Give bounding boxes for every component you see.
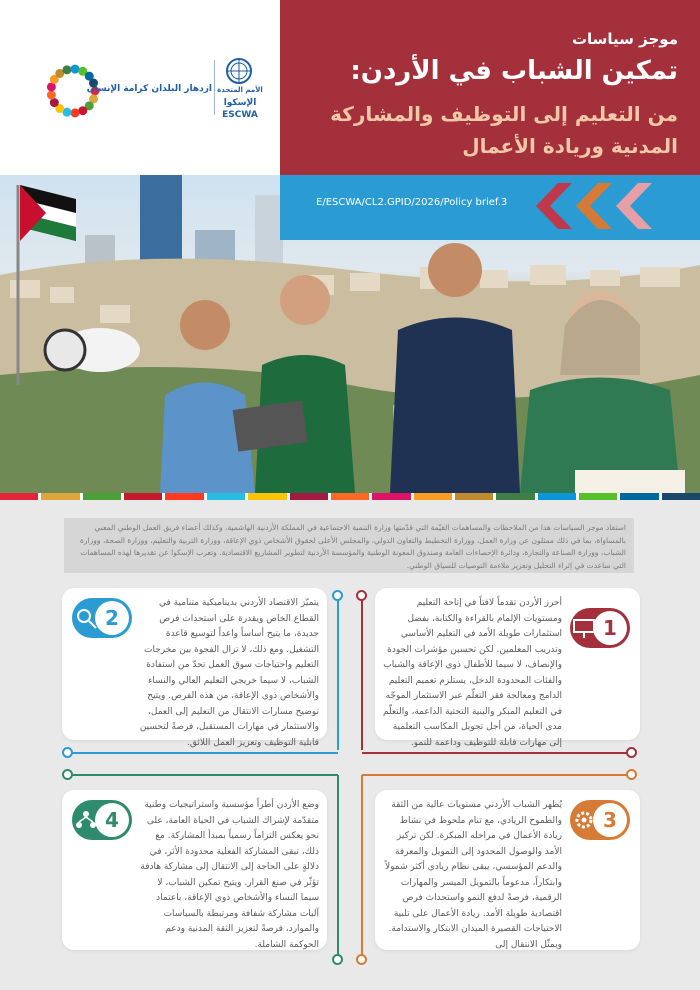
card-badge xyxy=(570,800,630,840)
sdg-color-segment xyxy=(662,493,700,500)
presentation-board-icon xyxy=(572,616,596,640)
card-number: 2 xyxy=(95,601,129,635)
card-text: يتميّز الاقتصاد الأردني بديناميكية متنامية في القطاع الخاص ويقدرة على استحداث فرص جديدة، ما يتيح أساساً واعداً لتوسيع قاعدة التشغيل. ومع ذلك، لا تزال الفجوة بين مخرجات التعليم واحتياجات سوق العمل تحدّ من استفادة الشباب، لا سيما خريجي التعليم العالي والنساء والأشخاص ذوي الإعاقة، من هذه الفرص. ويتيح توضيح مسارات الانتقال من التعليم إلى العمل، والاستثمار في مهارات المستقبل، فرصةً لتحسين قابلية التوظيف وتعزيز العمل اللائق. xyxy=(139,598,319,748)
un-label: الأمم المتحدة xyxy=(217,86,263,94)
sdg-color-segment xyxy=(455,493,493,500)
sdg-color-segment xyxy=(124,493,162,500)
community-network-icon xyxy=(74,808,98,832)
sdg-color-segment xyxy=(579,493,617,500)
intro-text: استفاد موجز السياسات هذا من الملاحظات والمساهمات القيّمة التي قدّمتها وزارة التنمية الاجتماعية في المملكة الأردنية الهاشمية، وكذلك أعضاء فريق العمل الوطني المعني بالمساواة، بما في ذلك ممثلون عن وزارة العمل، ووزارة التخطيط والتعاون الدولي، والمجلس الأعلى لحقوق الأشخاص ذوي الإعاقة، ووزارة التربية والتعليم، ووزارة الصحة، ووزارة الشباب، ووزارة الصناعة والتجارة، ودائرة الإحصاءات العامة وصندوق المعونة الوطنية والمؤسسة الأردنية لتطوير المشاريع الاقتصادية. وتعرب الإسكوا عن تقديرها لهذه المساهمات التي ساعدت في إثراء التحليل وتعزيز ملاءمة التوصيات للسياق الوطني. xyxy=(79,523,626,570)
escwa-arabic-label: الإسكوا xyxy=(223,98,257,108)
subtitle xyxy=(278,98,678,162)
sdg-wheel-segment xyxy=(62,65,71,74)
sdg-color-segment xyxy=(248,493,286,500)
card-badge xyxy=(72,598,132,638)
sdg-color-segment xyxy=(414,493,452,500)
sdg-color-segment xyxy=(372,493,410,500)
key-message-card-4 xyxy=(62,790,327,950)
logo-area xyxy=(0,0,280,175)
escwa-english-label: ESCWA xyxy=(222,110,258,120)
document-symbol: E/ESCWA/CL2.GPID/2026/Policy brief.3 xyxy=(316,197,508,208)
sdg-color-segment xyxy=(496,493,534,500)
sdg-color-segment xyxy=(290,493,328,500)
key-message-card-3 xyxy=(375,790,640,950)
main-title: تمكين الشباب في الأردن: xyxy=(350,56,678,86)
subtitle-line-2: المدنية وريادة الأعمال xyxy=(462,134,678,158)
connector-dot xyxy=(626,747,637,758)
card-text: وضع الأردن أطراً مؤسسية واستراتيجيات وطنية متقدّمة لإشراك الشباب في الحياة العامة، على نحو يعكس التزاماً رسمياً بمبدأ المشاركة. مع ذلك، تبقى المشاركة الفعلية محدودة الأثر، في دلالةٍ على الحاجة إلى الانتقال إلى مشاركة هادفة تؤثّر في صنع القرار. ويتيح تمكين الشباب، لا سيما النساء والأشخاص ذوي الإعاقة، باعتماد آليات مشاركة شفافة ومرتبطة بالسياسات والموارد، فرصةً لتعزيز الثقة المدنية ودعم الحوكمة الشاملة. xyxy=(140,800,319,950)
chevron-left-icon xyxy=(536,183,576,229)
sdg-color-segment xyxy=(207,493,245,500)
connector-dot xyxy=(62,769,73,780)
card-badge xyxy=(570,608,630,648)
sdg-color-segment xyxy=(41,493,79,500)
connector-dot xyxy=(356,590,367,601)
card-text: أحرز الأردن تقدماً لافتاً في إتاحة التعليم ومستويات الإلمام بالقراءة والكتابة، بفضل استثمارات طويلة الأمد في التعليم الأساسي وتدريب المعلمين. لكن تحسين مؤشرات الجودة والإنصاف، لا سيما للأطفال ذوي الإعاقة والشباب والفئات المحدودة الدخل، يستلزم تعميم التعليم الدامج ومعالجة فقر التعلّم عبر الاستثمار الموجّه في التعليم المبكر والبنية التحتية الداعمة، والتعلّم مدى الحياة، من أجل تحويل المكاسب التعلمية إلى مهارات قابلة للتوظيف وداعمة للنمو. xyxy=(382,598,562,748)
card-badge xyxy=(72,800,132,840)
subtitle-line-1: من التعليم إلى التوظيف والمشاركة xyxy=(330,102,678,126)
sdg-color-segment xyxy=(0,493,38,500)
sdg-wheel-segment xyxy=(78,106,87,115)
connector-dot xyxy=(356,954,367,965)
title-block xyxy=(280,0,700,175)
logo-divider xyxy=(214,60,215,115)
sdg-wheel-segment xyxy=(71,65,80,74)
key-message-card-1 xyxy=(375,588,640,748)
chevron-left-icon xyxy=(616,183,656,229)
card-number: 4 xyxy=(95,803,129,837)
job-search-icon xyxy=(74,606,98,630)
sdg-color-segment xyxy=(83,493,121,500)
connector-dot xyxy=(62,747,73,758)
sdg-color-segment xyxy=(538,493,576,500)
sdg-color-strip xyxy=(0,493,700,500)
sdg-tagline: ازدهار البلدان كرامة الإنسان xyxy=(86,84,212,94)
card-number: 1 xyxy=(593,611,627,645)
key-message-card-2 xyxy=(62,588,327,748)
chevron-left-icon xyxy=(576,183,616,229)
intro-acknowledgement xyxy=(64,518,634,573)
card-number: 3 xyxy=(593,803,627,837)
sdg-color-segment xyxy=(620,493,658,500)
innovation-gears-icon xyxy=(572,808,596,832)
sdg-color-segment xyxy=(331,493,369,500)
sdg-wheel-segment xyxy=(47,91,56,100)
connector-dot xyxy=(332,954,343,965)
connector-dot xyxy=(332,590,343,601)
sdg-color-segment xyxy=(165,493,203,500)
card-text: يُظهر الشباب الأردني مستويات عالية من الثقة والطموح الريادي، مع تنام ملحوظ في نشاط ريادة الأعمال في مراحله المبكرة. لكن تركيز الأمد والوصول المحدود إلى التمويل والمعرفة والدعم المؤسسي، يبقى نظام ريادي أكثر شمولاً وابتكاراً، مدعوماً بالتمويل الميسر والمهارات الرقمية، فرصةً لدفع النمو واستحداث فرص اقتصادية طويلة الأمد. ريادة الأعمال على تلبية الاحتياجات القصيرة الميدان الابتكار والاستدامة. ويمثّل الانتقال إلى xyxy=(384,800,562,950)
connector-dot xyxy=(626,769,637,780)
brief-label: موجز سياسات xyxy=(571,30,678,48)
sdg-wheel-segment xyxy=(71,108,80,117)
